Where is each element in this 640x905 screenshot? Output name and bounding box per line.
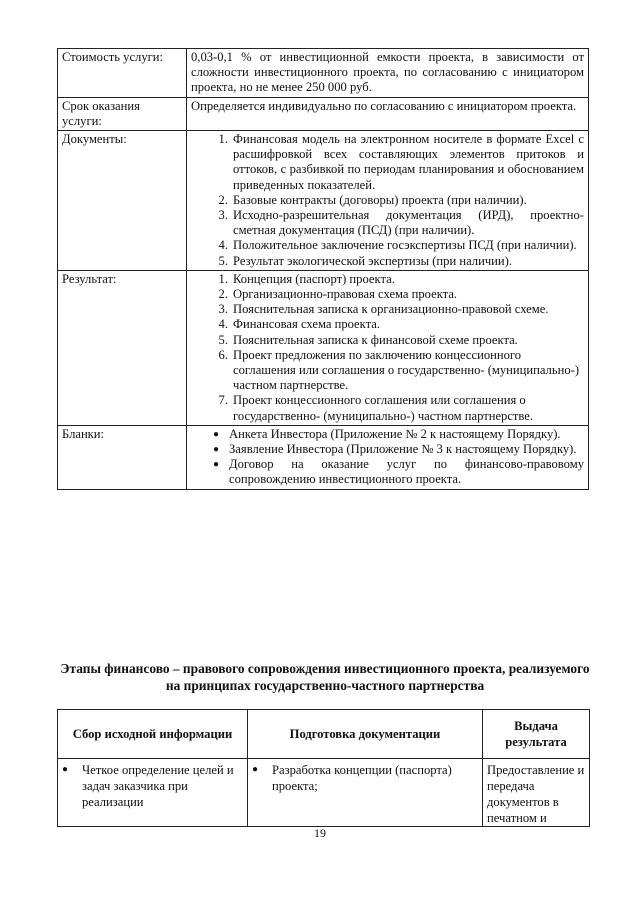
forms-list-cell	[187, 425, 589, 489]
table-cell: Предоставление и передача документов в печатном и	[483, 759, 590, 827]
documents-label: Документы:	[58, 131, 187, 271]
table-cell	[58, 759, 248, 827]
documents-row	[58, 131, 589, 271]
result-list-cell	[187, 270, 589, 425]
item-number: 2.	[218, 192, 228, 207]
item-text: Организационно-правовая схема проекта.	[233, 287, 458, 302]
stages-header-row	[58, 710, 590, 759]
item-text: Исходно-разрешительная документация (ИРД), проектно-сметная документация (ПСД) (при наличии).	[233, 208, 584, 238]
page-number: 19	[314, 826, 326, 840]
column-header: Выдача результата	[483, 710, 590, 759]
list-item	[191, 208, 584, 238]
stages-table	[57, 709, 590, 827]
column-header: Подготовка документации	[248, 710, 483, 759]
list-item	[191, 442, 584, 457]
item-text: Пояснительная записка к финансовой схеме проекта.	[233, 332, 518, 347]
list-item	[191, 132, 584, 193]
result-label: Результат:	[58, 270, 187, 425]
list-item	[191, 272, 584, 287]
item-text: Результат экологической экспертизы (при наличии).	[233, 253, 512, 268]
item-number: 1.	[218, 271, 228, 286]
list-item	[191, 393, 584, 423]
item-text: Заявление Инвестора (Приложение № 3 к настоящему Порядку).	[229, 442, 577, 457]
list-item	[191, 427, 584, 442]
documents-list	[191, 132, 584, 269]
documents-list-cell	[187, 131, 589, 271]
table-cell	[248, 759, 483, 827]
item-text: Анкета Инвестора (Приложение № 2 к настоящему Порядку).	[229, 426, 561, 441]
item-text: Проект предложения по заключению концессионного соглашения или соглашения о государственно- (муниципально-) частном партнерстве.	[233, 347, 580, 393]
list-item	[191, 193, 584, 208]
list-item	[191, 254, 584, 269]
term-value: Определяется индивидуально по согласованию с инициатором проекта.	[187, 97, 589, 130]
item-number: 4.	[218, 238, 228, 253]
item-text: Финансовая модель на электронном носителе в формате Excel с расшифровкой всех составляющих элементов притоков и оттоков, с разбивкой по периодам планирования и обоснованием приведенных показателей.	[233, 132, 584, 192]
item-number: 4.	[218, 317, 228, 332]
section-heading: Этапы финансово – правового сопровождения инвестиционного проекта, реализуемого на принципах государственно-частного партнерства	[60, 661, 590, 693]
list-item	[191, 238, 584, 253]
result-row	[58, 270, 589, 425]
list-item	[191, 302, 584, 317]
forms-list	[191, 427, 584, 488]
list-item	[191, 287, 584, 302]
item-number: 3.	[218, 302, 228, 317]
item-text: Концепция (паспорт) проекта.	[233, 271, 395, 286]
bullet-icon: ●	[252, 764, 259, 775]
column-header: Сбор исходной информации	[58, 710, 248, 759]
bullet-icon: ●	[212, 444, 219, 456]
forms-row	[58, 425, 589, 489]
list-item	[191, 348, 584, 394]
bullet-icon: ●	[212, 428, 219, 440]
forms-label: Бланки:	[58, 425, 187, 489]
bullet-icon: ●	[212, 459, 219, 471]
item-text: Положительное заключение госэкспертизы ПСД (при наличии).	[233, 238, 577, 253]
item-number: 5.	[218, 332, 228, 347]
cost-row	[58, 49, 589, 98]
item-text: Проект концессионного соглашения или соглашения о государственно- (муниципально-) частном партнерстве.	[233, 393, 534, 423]
cost-label: Стоимость услуги:	[58, 49, 187, 98]
term-row	[58, 97, 589, 130]
cost-value: 0,03-0,1 % от инвестиционной емкости проекта, в зависимости от сложности инвестиционного проекта, по согласованию с инициатором проекта, но не менее 250 000 руб.	[187, 49, 589, 98]
item-number: 5.	[218, 253, 228, 268]
item-text: Базовые контракты (договоры) проекта (при наличии).	[233, 192, 527, 207]
item-number: 2.	[218, 287, 228, 302]
table-row	[58, 759, 590, 827]
list-item	[191, 333, 584, 348]
item-text: Финансовая схема проекта.	[233, 317, 380, 332]
item-number: 7.	[218, 393, 228, 408]
bullet-icon: ●	[62, 764, 69, 775]
item-number: 3.	[218, 208, 228, 223]
list-item	[191, 317, 584, 332]
item-number: 6.	[218, 347, 228, 362]
cell-text: Разработка концепции (паспорта) проекта;	[272, 763, 452, 793]
item-text: Договор на оказание услуг по финансово-правовому сопровождению инвестиционного проекта.	[229, 457, 584, 487]
term-label: Срок оказания услуги:	[58, 97, 187, 130]
item-number: 1.	[218, 132, 228, 147]
service-spec-table	[57, 48, 589, 490]
item-text: Пояснительная записка к организационно-правовой схеме.	[233, 302, 549, 317]
list-item	[191, 457, 584, 487]
result-list	[191, 272, 584, 424]
cell-text: Четкое определение целей и задач заказчика при реализации	[82, 763, 234, 809]
